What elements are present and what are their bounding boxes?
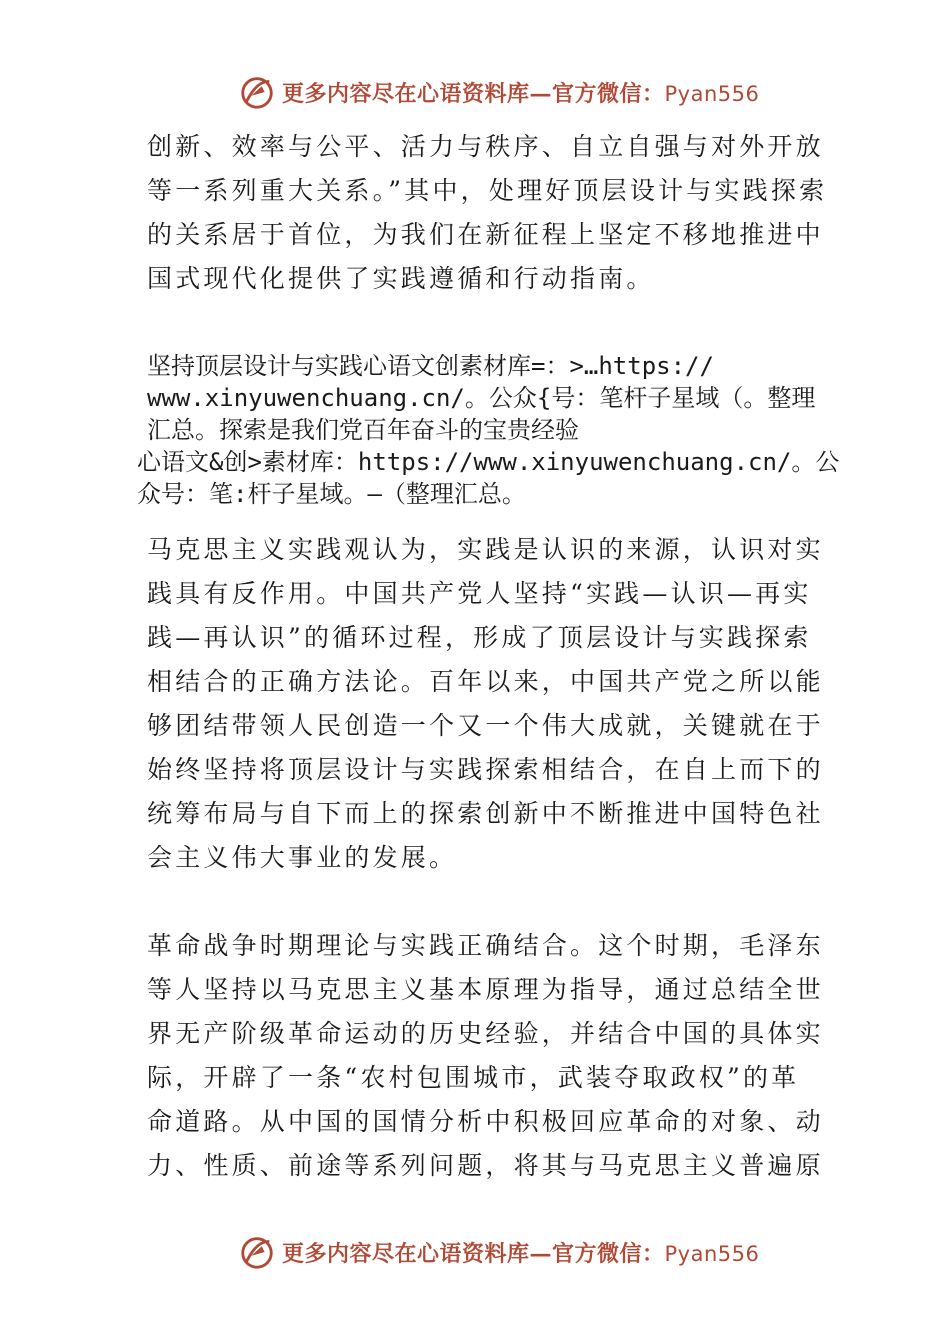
text-line: 国式现代化提供了实践遵循和行动指南。 [147, 264, 655, 293]
wechat-id: Pyan556 [664, 1241, 760, 1266]
text-line: 际，开辟了一条“农村包围城市，武装夺取政权”的革 [147, 1063, 800, 1092]
text-line: 汇总。探索是我们党百年奋斗的宝贵经验 [147, 416, 579, 444]
watermark-label: 更多内容尽在心语资料库—官方微信： [282, 1240, 665, 1267]
text-line: 马克思主义实践观认为，实践是认识的来源，认识对实 [147, 535, 824, 564]
text-line: 等人坚持以马克思主义基本原理为指导，通过总结全世 [147, 975, 824, 1004]
text-line: 坚持顶层设计与实践心语文创素材库=：>…https:// [147, 352, 714, 380]
text-line: 会主义伟大事业的发展。 [147, 843, 458, 872]
text-line: www.xinyuwenchuang.cn/。公众{号：笔杆子星域（。整理 [147, 384, 816, 412]
text-line: 命道路。从中国的国情分析中积极回应革命的对象、动 [147, 1107, 824, 1136]
text-line: 众号：笔:杆子星域。—（整理汇总。 [137, 480, 526, 508]
watermark-text [282, 1237, 759, 1268]
text-line: 界无产阶级革命运动的历史经验，并结合中国的具体实 [147, 1019, 824, 1048]
text-line: 相结合的正确方法论。百年以来，中国共产党之所以能 [147, 667, 824, 696]
text-line: 创新、效率与公平、活力与秩序、自立自强与对外开放 [147, 132, 824, 161]
text-line: 革命战争时期理论与实践正确结合。这个时期，毛泽东 [147, 931, 824, 960]
paragraph-3 [147, 924, 824, 1188]
text-line: 统筹布局与自下而上的探索创新中不断推进中国特色社 [147, 799, 824, 828]
watermark-text [282, 77, 759, 108]
text-line: 践具有反作用。中国共产党人坚持“实践—认识—再实 [147, 579, 812, 608]
text-line: 等一系列重大关系。”其中，处理好顶层设计与实践探索 [147, 176, 828, 205]
text-line: 的关系居于首位，为我们在新征程上坚定不移地推进中 [147, 220, 824, 249]
paragraph-1 [147, 125, 827, 301]
brand-logo-icon [238, 1233, 276, 1271]
text-line: 够团结带领人民创造一个又一个伟大成就，关键就在于 [147, 711, 824, 740]
text-line: 心语文&创>素材库：https://www.xinyuwenchuang.cn/。公 [137, 448, 840, 476]
footer-watermark [238, 1232, 758, 1272]
watermark-label: 更多内容尽在心语资料库—官方微信： [282, 80, 665, 107]
paragraph-2 [147, 528, 824, 880]
text-line: 始终坚持将顶层设计与实践探索相结合，在自上而下的 [147, 755, 824, 784]
header-watermark [238, 72, 758, 112]
text-line: 力、性质、前途等系列问题，将其与马克思主义普遍原 [147, 1151, 824, 1180]
brand-logo-icon [238, 73, 276, 111]
wechat-id: Pyan556 [664, 81, 760, 106]
text-line: 践—再认识”的循环过程，形成了顶层设计与实践探索 [147, 623, 812, 652]
heading-block [137, 350, 839, 510]
